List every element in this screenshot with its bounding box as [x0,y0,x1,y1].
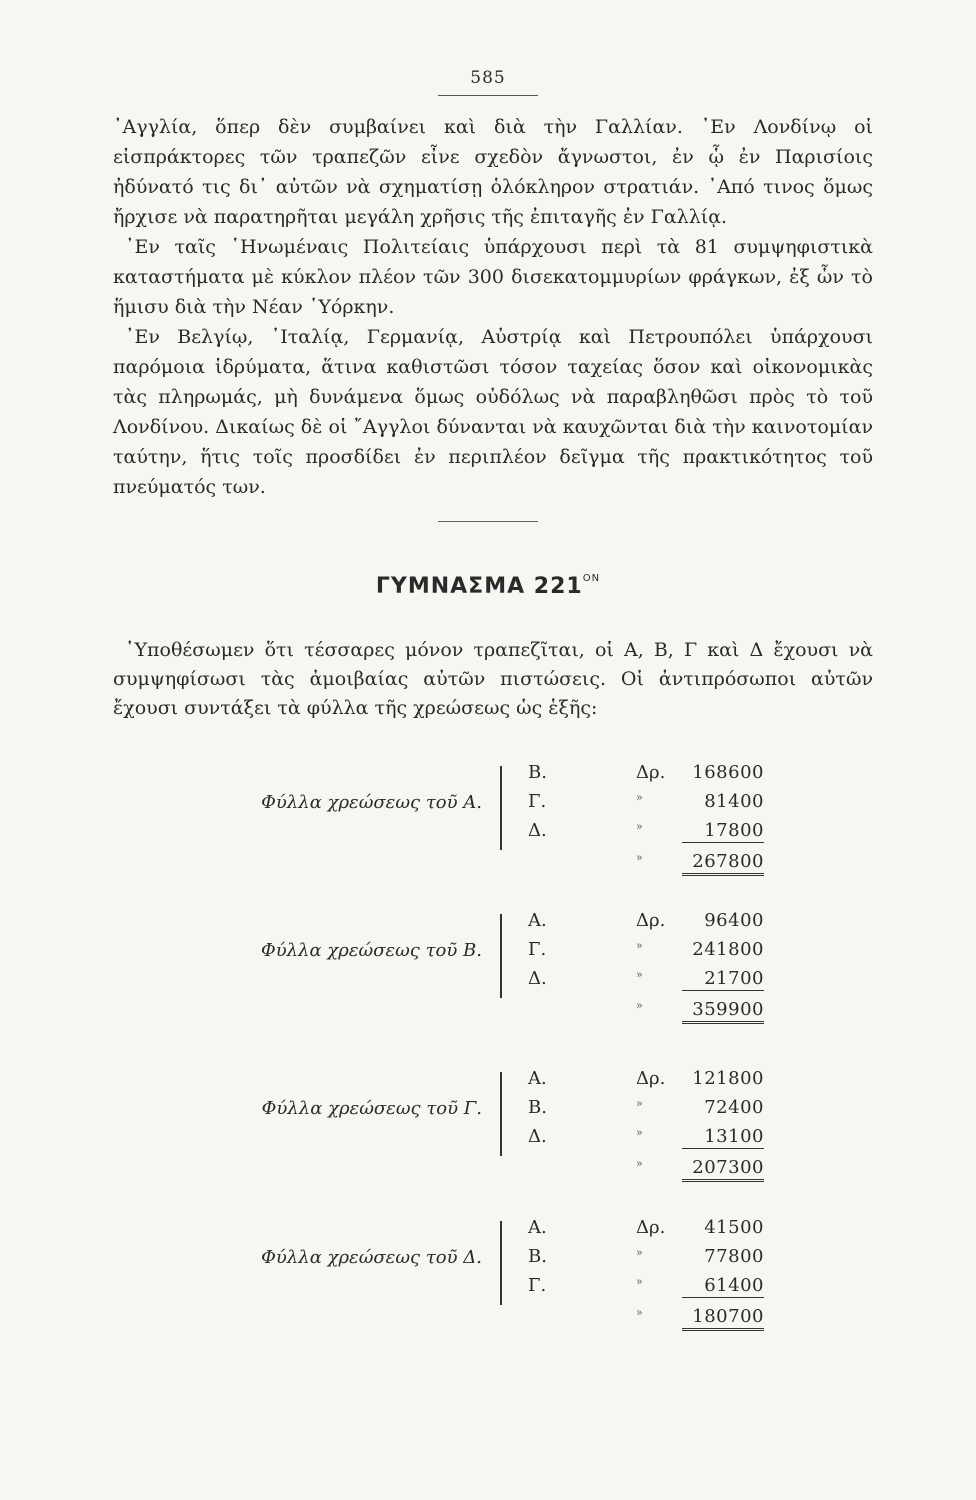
debit-row [0,791,976,819]
debit-row [0,968,976,996]
bank-code: Δ. [528,1126,547,1147]
ditto-mark: » [636,1157,643,1170]
debit-sheet [0,1217,976,1337]
debit-row [0,910,976,938]
amount: 241800 [692,939,764,960]
bank-code: Γ. [528,791,547,812]
bank-code: Β. [528,1097,547,1118]
bank-code: Α. [528,1217,547,1238]
amount: 168600 [692,762,764,783]
bank-code: Δ. [528,820,547,841]
paragraph-europe: ᾿Εν Βελγίῳ, ᾿Ιταλίᾳ, Γερμανίᾳ, Αὐστρίᾳ καὶ Πετρουπόλει ὑπάρχουσι παρόμοια ἱδρύματα, ἅτινα καθιστῶσι τόσον ταχείας ὅσον καὶ οἰκονομικὰς τὰς πληρωμάς, μὴ δυνάμενα ὅμως οὐδόλως νὰ παραβληθῶσι πρὸς τὸ τοῦ Λονδίνου. Δικαίως δὲ οἱ ῎Αγγλοι δύνανται νὰ καυχῶνται διὰ τὴν καινοτομίαν ταύτην, ἥτις τοῖς προσδίδει ἐν περιπλέον δεῖγμα τῆς πρακτικότητος τοῦ πνεύματός των. [113,326,873,498]
body-text [113,112,873,502]
currency-label: Δρ. [636,910,666,931]
currency-label: Δρ. [636,762,666,783]
currency-label: Δρ. [636,1068,666,1089]
ditto-mark: » [636,820,643,833]
paragraph-united-states: ᾿Εν ταῖς ῾Ηνωμέναις Πολιτείαις ὑπάρχουσι περὶ τὰ 81 συμψηφιστικὰ καταστήματα μὲ κύκλον πλέον τῶν 300 δισεκατομμυρίων φράγκων, ἐξ ὧν τὸ ἥμισυ διὰ τὴν Νέαν ῾Υόρκην. [113,236,873,318]
exercise-suffix: ΟΝ [582,573,601,584]
ditto-mark: » [636,1126,643,1139]
debit-sheet-label: Φύλλα χρεώσεως τοῦ Β. [260,940,482,961]
debit-row [0,1126,976,1154]
total-amount: 207300 [682,1157,764,1182]
total-row [0,851,976,879]
ditto-mark: » [636,939,643,952]
amount: 17800 [682,820,764,843]
exercise-heading [0,573,976,599]
debit-row [0,1097,976,1125]
page-number: 585 [470,68,506,88]
bank-code: Γ. [528,1275,547,1296]
amount: 13100 [682,1126,764,1149]
debit-sheet-label: Φύλλα χρεώσεως τοῦ Γ. [261,1098,482,1119]
debit-row [0,762,976,790]
exercise-intro [113,636,873,723]
total-row [0,1157,976,1185]
debit-row [0,1246,976,1274]
total-amount: 267800 [682,851,764,876]
ditto-mark: » [636,1246,643,1259]
paragraph-england: ᾿Αγγλία, ὅπερ δὲν συμβαίνει καὶ διὰ τὴν Γαλλίαν. ᾿Εν Λονδίνῳ οἱ εἰσπράκτορες τῶν τραπεζῶν εἶνε σχεδὸν ἄγνωστοι, ἐν ᾧ ἐν Παρισίοις ἠδύνατό τις δι᾿ αὐτῶν νὰ σχηματίσῃ ὁλόκληρον στρατιάν. ᾿Από τινος ὅμως ἤρχισε νὰ παρατηρῆται μεγάλη χρῆσις τῆς ἐπιταγῆς ἐν Γαλλίᾳ. [113,116,873,228]
section-divider [438,521,538,522]
ditto-mark: » [636,968,643,981]
total-row [0,1306,976,1334]
amount: 72400 [704,1097,764,1118]
amount: 96400 [704,910,764,931]
debit-row [0,939,976,967]
total-row [0,999,976,1027]
debit-sheet [0,762,976,882]
bank-code: Γ. [528,939,547,960]
debit-sheet [0,1068,976,1188]
amount: 81400 [704,791,764,812]
debit-row [0,1068,976,1096]
debit-row [0,1217,976,1245]
debit-row [0,1275,976,1303]
amount: 21700 [682,968,764,991]
amount: 61400 [682,1275,764,1298]
ditto-mark: » [636,999,643,1012]
page-number-rule [438,95,538,96]
bank-code: Β. [528,762,547,783]
ditto-mark: » [636,1275,643,1288]
amount: 41500 [704,1217,764,1238]
debit-sheet-label: Φύλλα χρεώσεως τοῦ Δ. [261,1247,482,1268]
bank-code: Δ. [528,968,547,989]
intro-paragraph: ῾Υποθέσωμεν ὅτι τέσσαρες μόνον τραπεζῖται, οἱ Α, Β, Γ καὶ Δ ἔχουσι νὰ συμψηφίσωσι τὰς ἀμοιβαίας αὐτῶν πιστώσεις. Οἱ ἀντιπρόσωποι αὐτῶν ἔχουσι συντάξει τὰ φύλλα τῆς χρεώσεως ὡς ἑξῆς: [113,639,873,719]
total-amount: 180700 [682,1306,764,1331]
ditto-mark: » [636,851,643,864]
bank-code: Β. [528,1246,547,1267]
amount: 121800 [692,1068,764,1089]
currency-label: Δρ. [636,1217,666,1238]
amount: 77800 [704,1246,764,1267]
exercise-title: ΓΥΜΝΑΣΜΑ 221 [375,574,583,599]
bank-code: Α. [528,1068,547,1089]
debit-sheet [0,910,976,1030]
debit-row [0,820,976,848]
ditto-mark: » [636,1306,643,1319]
bank-code: Α. [528,910,547,931]
ditto-mark: » [636,791,643,804]
debit-sheet-label: Φύλλα χρεώσεως τοῦ Α. [261,792,482,813]
ditto-mark: » [636,1097,643,1110]
total-amount: 359900 [682,999,764,1024]
